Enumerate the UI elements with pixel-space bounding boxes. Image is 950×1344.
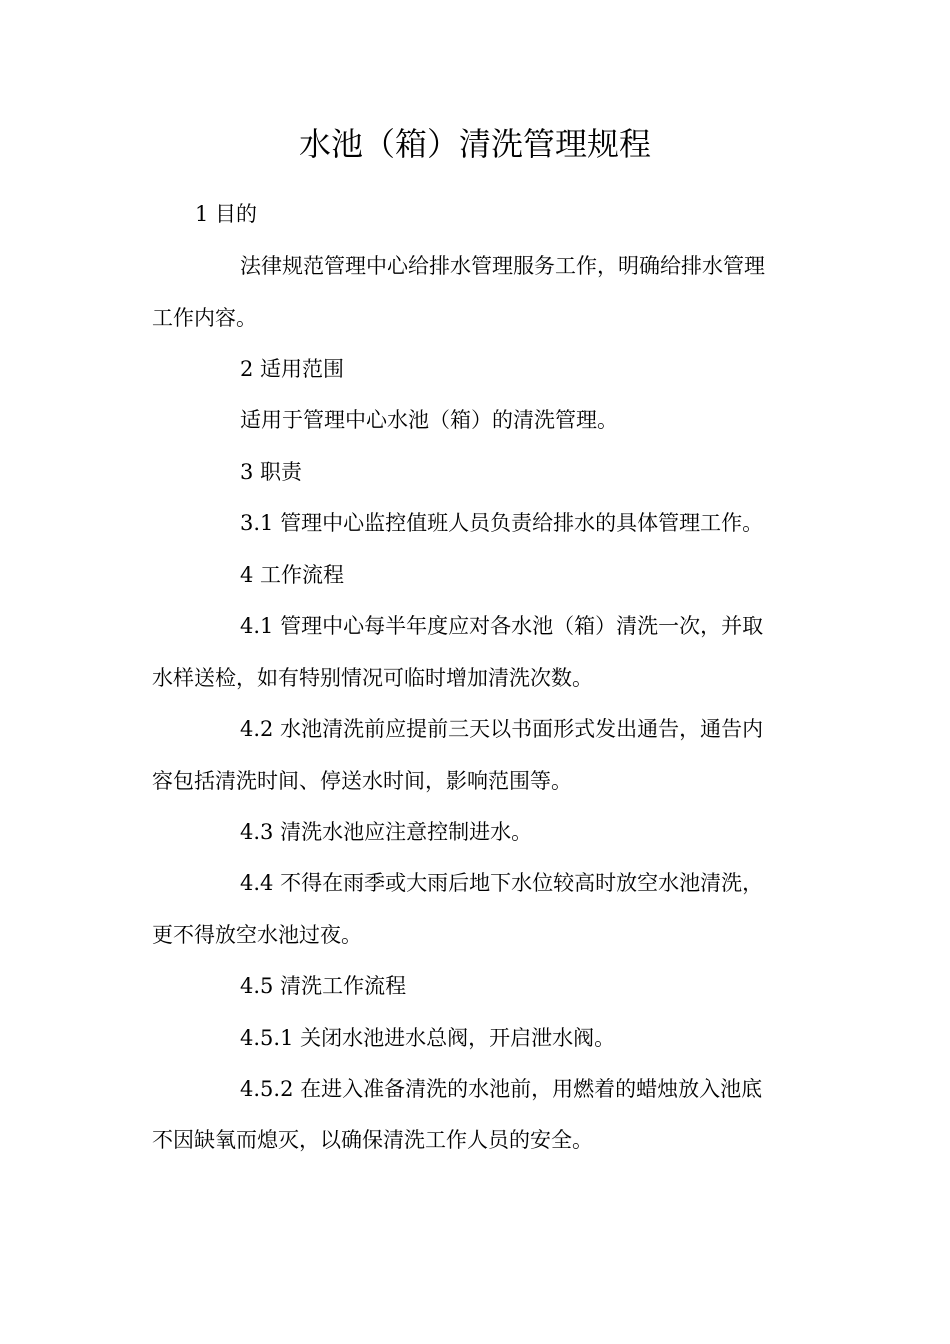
document-title: 水池（箱）清洗管理规程	[298, 125, 651, 163]
paragraph-line: 4.2 水池清洗前应提前三天以书面形式发出通告，通告内	[240, 717, 764, 741]
paragraph-line: 水样送检，如有特别情况可临时增加清洗次数。	[152, 666, 593, 690]
paragraph-line: 不因缺氧而熄灭，以确保清洗工作人员的安全。	[152, 1128, 593, 1152]
paragraph-line: 4.1 管理中心每半年度应对各水池（箱）清洗一次，并取	[240, 614, 764, 638]
section-heading-workflow: 4 工作流程	[240, 563, 345, 587]
paragraph-line: 工作内容。	[152, 306, 257, 330]
paragraph-line: 3.1 管理中心监控值班人员负责给排水的具体管理工作。	[240, 511, 764, 535]
paragraph-line: 适用于管理中心水池（箱）的清洗管理。	[240, 408, 618, 432]
paragraph-line: 法律规范管理中心给排水管理服务工作，明确给排水管理	[240, 254, 765, 278]
paragraph-line: 4.5.1 关闭水池进水总阀，开启泄水阀。	[240, 1026, 616, 1050]
section-heading-purpose: 1 目的	[195, 202, 258, 226]
section-heading-responsibility: 3 职责	[240, 460, 303, 484]
section-heading-scope: 2 适用范围	[240, 357, 345, 381]
paragraph-line: 4.5.2 在进入准备清洗的水池前，用燃着的蜡烛放入池底	[240, 1077, 763, 1101]
section-heading-cleaning-workflow: 4.5 清洗工作流程	[240, 974, 407, 998]
paragraph-line: 4.4 不得在雨季或大雨后地下水位较高时放空水池清洗，	[240, 871, 764, 895]
paragraph-line: 4.3 清洗水池应注意控制进水。	[240, 820, 533, 844]
paragraph-line: 更不得放空水池过夜。	[152, 923, 362, 947]
paragraph-line: 容包括清洗时间、停送水时间，影响范围等。	[152, 769, 572, 793]
